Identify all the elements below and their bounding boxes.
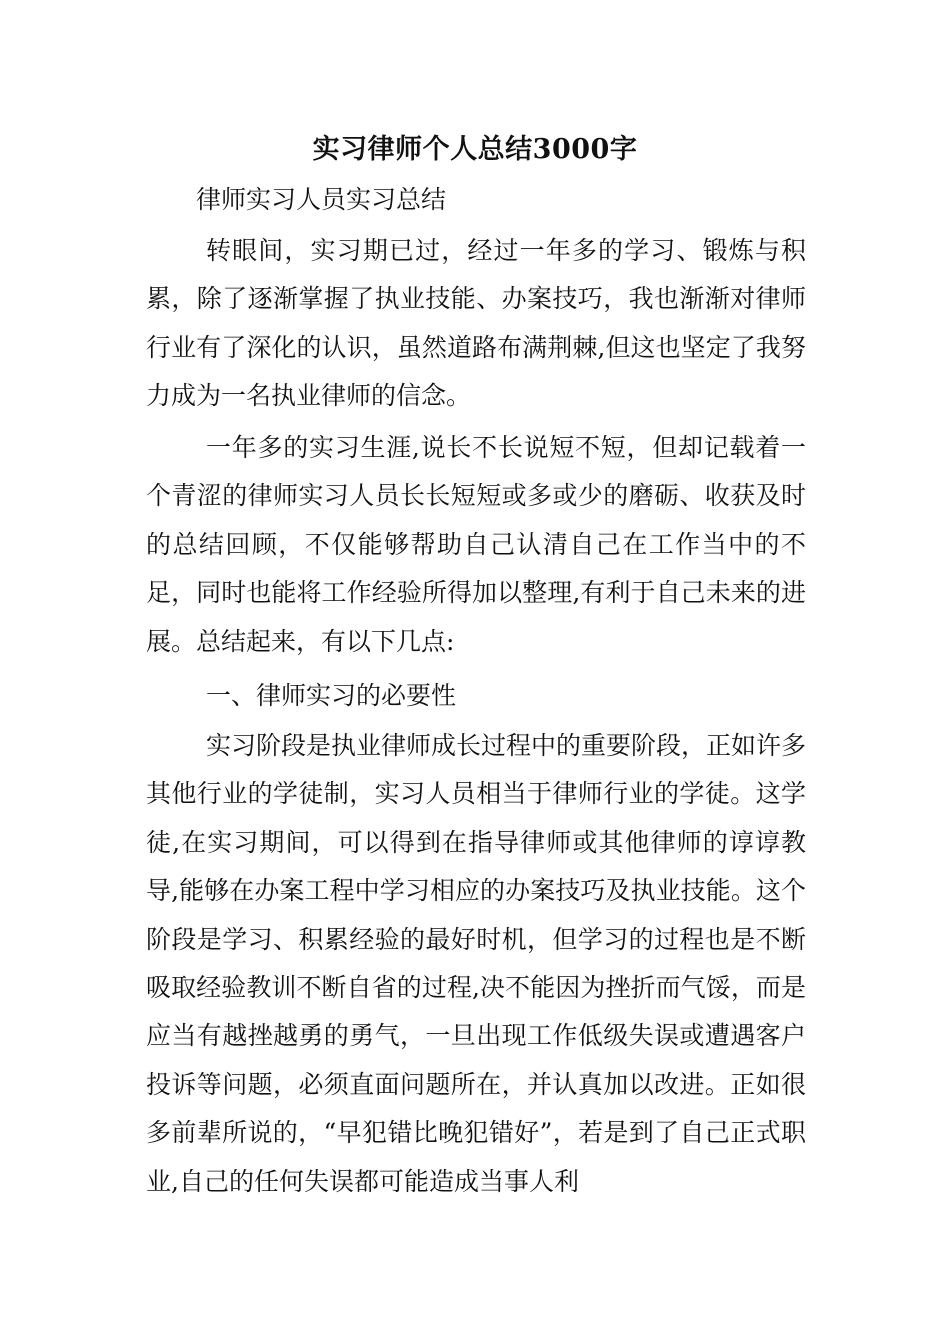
paragraph-intro: 转眼间，实习期已过，经过一年多的学习、锻炼与积累，除了逐渐掌握了执业技能、办案技巧，我也渐渐对律师行业有了深化的认识，虽然道路布满荆棘,但这也坚定了我努力成为一名执业律师的信念。 xyxy=(146,236,806,411)
document-title: 实习律师个人总结3000字 xyxy=(312,134,638,165)
paragraph-section-body: 实习阶段是执业律师成长过程中的重要阶段，正如许多其他行业的学徒制，实习人员相当于律师行业的学徒。这学徒,在实习期间，可以得到在指导律师或其他律师的谆谆教导,能够在办案工程中学习相应的办案技巧及执业技能。这个阶段是学习、积累经验的最好时机，但学习的过程也是不断吸取经验教训不断自省的过程,决不能因为挫折而气馁，而是应当有越挫越勇的勇气，一旦出现工作低级失误或遭遇客户投诉等问题，必须直面问题所在，并认真加以改进。正如很多前辈所说的，“早犯错比晚犯错好”，若是到了自己正式职业,自己的任何失误都可能造成当事人利 xyxy=(146,731,807,1196)
document-subtitle: 律师实习人员实习总结 xyxy=(196,185,447,214)
section-heading: 一、律师实习的必要性 xyxy=(206,681,457,710)
paragraph-summary: 一年多的实习生涯,说长不长说短不短，但却记载着一个青涩的律师实习人员长长短短或多或少的磨砺、收获及时的总结回顾，不仅能够帮助自己认清自己在工作当中的不足，同时也能将工作经验所得加以整理,有利于自己未来的进展。总结起来，有以下几点: xyxy=(146,433,806,656)
